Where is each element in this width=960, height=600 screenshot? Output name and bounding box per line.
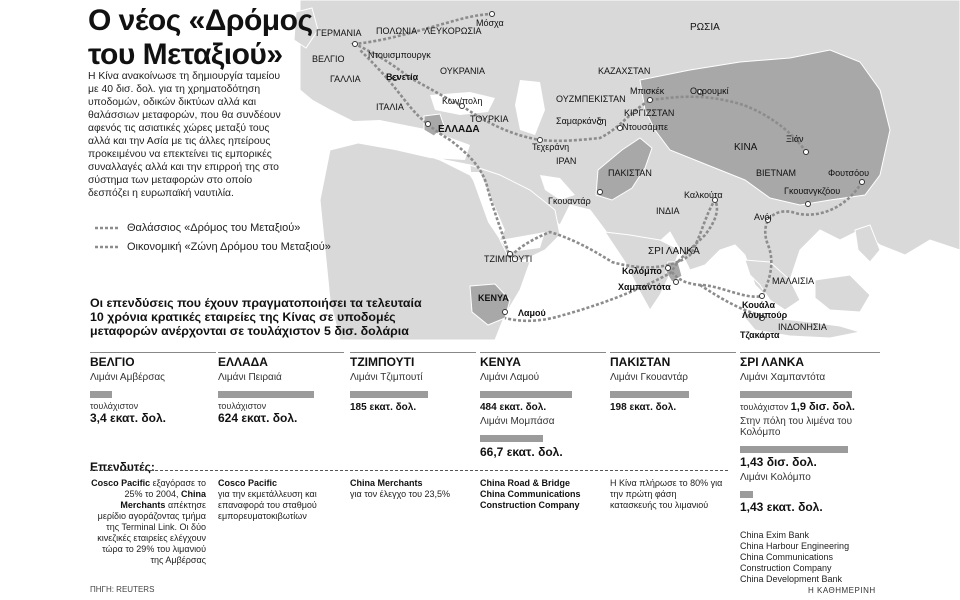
amount-note: τουλάχιστον	[740, 402, 789, 412]
label-kyrgyzstan: ΚΙΡΓΙΖΣΤΑΝ	[624, 108, 675, 118]
amount-bar	[480, 391, 572, 398]
label-jakarta: Τζακάρτα	[740, 330, 780, 340]
amount-note: τουλάχιστον	[218, 401, 267, 411]
label-fuzhou: Φουτσόου	[828, 168, 870, 178]
amount-note: τουλάχιστον	[90, 401, 139, 411]
port-name: Λιμάνι Πειραιά	[218, 372, 282, 383]
country-kenya	[480, 352, 606, 459]
investor-line-1: China Road & Bridge	[480, 478, 571, 488]
label-india: ΙΝΔΙΑ	[656, 206, 680, 216]
amount-bar	[740, 391, 852, 398]
marker-lamu	[503, 310, 508, 315]
investor-text: εξαγόρασε το 25% το 2004,	[124, 478, 206, 499]
label-kenya: ΚΕΝΥΑ	[478, 293, 509, 303]
marker-hambantota	[674, 280, 679, 285]
label-vietnam: ΒΙΕΤΝΑΜ	[756, 168, 797, 178]
amount-value: 624 εκατ. δολ.	[218, 411, 298, 425]
country-name: ΣΡΙ ΛΑΝΚΑ	[740, 352, 880, 369]
marker-piraeus	[426, 122, 431, 127]
investors-greece	[218, 478, 328, 522]
label-italy: ΙΤΑΛΙΑ	[376, 102, 404, 112]
publisher-brand: Η ΚΑΘΗΜΕΡΙΝΗ	[808, 586, 876, 595]
label-djibouti: ΤΖΙΜΠΟΥΤΙ	[484, 254, 533, 264]
amount-value-2: 1,43 δισ. δολ.	[740, 455, 817, 469]
amount-bar-2	[740, 446, 848, 453]
port-name: Λιμάνι Τζιμπουτί	[350, 372, 423, 383]
country-sri-lanka	[740, 352, 880, 514]
amount-bar	[350, 391, 428, 398]
label-dushanbe: Ντουσάμπε	[622, 122, 669, 132]
label-gwadar: Γκουαντάρ	[548, 196, 591, 206]
amount-value: 3,4 εκατ. δολ.	[90, 411, 167, 425]
amount-value-2: 66,7 εκατ. δολ.	[480, 445, 563, 459]
port-name: Λιμάνι Γκουαντάρ	[610, 372, 688, 383]
label-malaysia: ΜΑΛΑΙΣΙΑ	[772, 276, 815, 286]
amount-bar	[610, 391, 689, 398]
marker-moscow	[490, 12, 495, 17]
label-bishkek: Μπισκέκ	[630, 86, 665, 96]
title-line-1: Ο νέος «Δρόμος	[88, 4, 313, 37]
country-greece	[218, 352, 344, 425]
legend-land	[95, 241, 331, 253]
amount-value: 1,9 δισ. δολ.	[790, 401, 855, 413]
marker-duisburg	[353, 42, 358, 47]
sea-route-swatch	[95, 225, 119, 231]
country-pakistan	[610, 352, 736, 413]
port-name: Λιμάνι Αμβέρσας	[90, 372, 165, 383]
investors-sri-lanka	[740, 530, 880, 585]
marker-gwadar	[598, 190, 603, 195]
marker-fuzhou	[860, 180, 865, 185]
label-iran: ΙΡΑΝ	[556, 156, 577, 166]
label-turkey: ΤΟΥΡΚΙΑ	[470, 114, 509, 124]
label-belgium: ΒΕΛΓΙΟ	[312, 54, 345, 64]
port-name-2: Λιμάνι Μομπάσα	[480, 416, 555, 427]
investors-pakistan	[610, 478, 725, 511]
label-greece: ΕΛΛΑΔΑ	[438, 124, 480, 135]
label-urumqi: Ουρουμκί	[690, 86, 729, 96]
label-belarus: ΛΕΥΚΟΡΩΣΙΑ	[424, 26, 482, 36]
investor-text-2: απέκτησε μερίδιο αγοράζοντας τμήμα της Terminal Link. Οι δύο κινεζικές εταιρείες ελέγχουν τώρα το 29% του λιμανιού της Αμβέρσας	[97, 500, 206, 565]
amount-bar	[218, 391, 314, 398]
country-name: ΕΛΛΑΔΑ	[218, 352, 344, 369]
label-istanbul: Κων/πολη	[442, 96, 483, 106]
investor-line-2: China Communications	[480, 489, 581, 499]
page-title	[88, 4, 313, 72]
label-guangzhou: Γκουανγκζόου	[784, 186, 841, 196]
investor-line-1: China Exim Bank	[740, 530, 810, 540]
investors-belgium	[90, 478, 206, 566]
marker-kuala-lumpur	[760, 294, 765, 299]
label-france: ΓΑΛΛΙΑ	[330, 74, 361, 84]
label-kazakhstan: ΚΑΖΑΧΣΤΑΝ	[598, 66, 651, 76]
label-kolkata: Καλκούτα	[684, 190, 723, 200]
marker-colombo	[666, 266, 671, 271]
legend-sea	[95, 222, 300, 234]
marker-xian	[804, 150, 809, 155]
title-line-2: του Μεταξιού»	[88, 38, 283, 71]
investor-line-3: Construction Company	[480, 500, 580, 510]
port-name-3: Λιμάνι Κολόμπο	[740, 472, 811, 483]
investors-heading: Επενδυτές:	[90, 460, 155, 474]
investor-name: Cosco Pacific	[218, 478, 278, 488]
land-borneo	[815, 275, 870, 312]
country-belgium	[90, 352, 216, 425]
amount-note-line	[740, 401, 880, 413]
amount-bar	[90, 391, 112, 398]
investor-name: Cosco Pacific	[91, 478, 151, 488]
label-duisburg: Ντουισμπουργκ	[368, 50, 431, 60]
land-route-swatch	[95, 244, 119, 250]
label-colombo: Κολόμπο	[622, 266, 662, 276]
label-hambantota: Χαμπαντότα	[618, 282, 671, 292]
label-moscow: Μόσχα	[476, 18, 504, 28]
marker-bishkek	[648, 98, 653, 103]
legend-land-label: Οικονομική «Ζώνη Δρόμου του Μεταξιού»	[127, 241, 331, 253]
investor-line-4: Construction Company	[740, 563, 832, 573]
amount-value: 484 εκατ. δολ.	[480, 402, 547, 413]
label-xian: Ξιάν	[786, 134, 804, 144]
label-samarkand: Σαμαρκάνδη	[556, 116, 607, 126]
label-lamu: Λαμού	[518, 308, 546, 318]
port-name: Λιμάνι Χαμπαντότα	[740, 372, 826, 383]
investor-name: China Merchants	[350, 478, 423, 488]
amount-bar-2	[480, 435, 543, 442]
investors-djibouti	[350, 478, 460, 500]
label-indonesia: ΙΝΔΟΝΗΣΙΑ	[778, 322, 827, 332]
amount-value: 198 εκατ. δολ.	[610, 402, 677, 413]
label-germany: ΓΕΡΜΑΝΙΑ	[316, 28, 362, 38]
investor-name-2: China Merchants	[120, 489, 206, 510]
country-name: ΤΖΙΜΠΟΥΤΙ	[350, 352, 476, 369]
label-tehran: Τεχεράνη	[532, 142, 570, 152]
label-pakistan: ΠΑΚΙΣΤΑΝ	[608, 168, 652, 178]
investor-text: Η Κίνα πλήρωσε το 80% για την πρώτη φάση κατασκευής του λιμανιού	[610, 478, 723, 510]
intro-text: Η Κίνα ανακοίνωσε τη δημιουργία ταμείου με 40 δισ. δολ. για τη χρηματοδότηση υποδομών, οδικών δικτύων αλλά και θαλάσσιων μεταφορών, που θα συνδέουν αφενός τις ασιατικές χώρες μεταξύ τους αλλά και την Ασία με τις άλλες ηπείρους προκειμένου να επεκτείνει τις εμπορικές συναλλαγές αλλά και την επιρροή της στο σύστημα των μεταφορών στο οποίο δεσπόζει η ευρωπαϊκή ναυτιλία.	[88, 71, 281, 199]
label-sri-lanka: ΣΡΙ ΛΑΝΚΑ	[648, 246, 700, 257]
label-hanoi: Ανόι	[754, 212, 772, 222]
investment-subtitle: Οι επενδύσεις που έχουν πραγματοποιήσει τα τελευταία 10 χρόνια κρατικές εταιρείες της Κίνας σε υποδομές μεταφορών ανέρχονται σε τουλάχιστον 5 δισ. δολάρια	[90, 296, 422, 338]
legend-sea-label: Θαλάσσιος «Δρόμος του Μεταξιού»	[127, 222, 301, 234]
source-credit: ΠΗΓΗ: REUTERS	[90, 585, 155, 594]
label-russia: ΡΩΣΙΑ	[690, 22, 720, 33]
country-name: ΚΕΝΥΑ	[480, 352, 606, 369]
marker-guangzhou	[806, 202, 811, 207]
investor-line-5: China Development Bank	[740, 574, 843, 584]
investor-line-3: China Communications	[740, 552, 834, 562]
port-name-2: Στην πόλη του λιμένα του Κολόμπο	[740, 416, 853, 438]
country-djibouti	[350, 352, 476, 413]
label-uzbekistan: ΟΥΖΜΠΕΚΙΣΤΑΝ	[556, 94, 626, 104]
label-ukraine: ΟΥΚΡΑΝΙΑ	[440, 66, 486, 76]
amount-value: 185 εκατ. δολ.	[350, 402, 417, 413]
port-name: Λιμάνι Λαμού	[480, 372, 540, 383]
country-name: ΠΑΚΙΣΤΑΝ	[610, 352, 736, 369]
amount-value-3: 1,43 εκατ. δολ.	[740, 500, 823, 514]
label-poland: ΠΟΛΩΝΙΑ	[376, 26, 418, 36]
label-venice: Βενετία	[386, 72, 419, 82]
country-name: ΒΕΛΓΙΟ	[90, 352, 216, 369]
investors-divider	[90, 470, 728, 471]
label-china: ΚΙΝΑ	[734, 142, 758, 153]
amount-bar-3	[740, 491, 753, 498]
label-kuala-lumpur: Κουάλα Λουμπούρ	[742, 300, 788, 320]
investors-kenya	[480, 478, 600, 511]
investor-text: για την εκμετάλλευση και επαναφορά του σταθμού εμπορευματοκιβωτίων	[218, 489, 317, 521]
investor-text: για τον έλεγχο του 23,5%	[350, 489, 451, 499]
investor-line-2: China Harbour Engineering	[740, 541, 850, 551]
